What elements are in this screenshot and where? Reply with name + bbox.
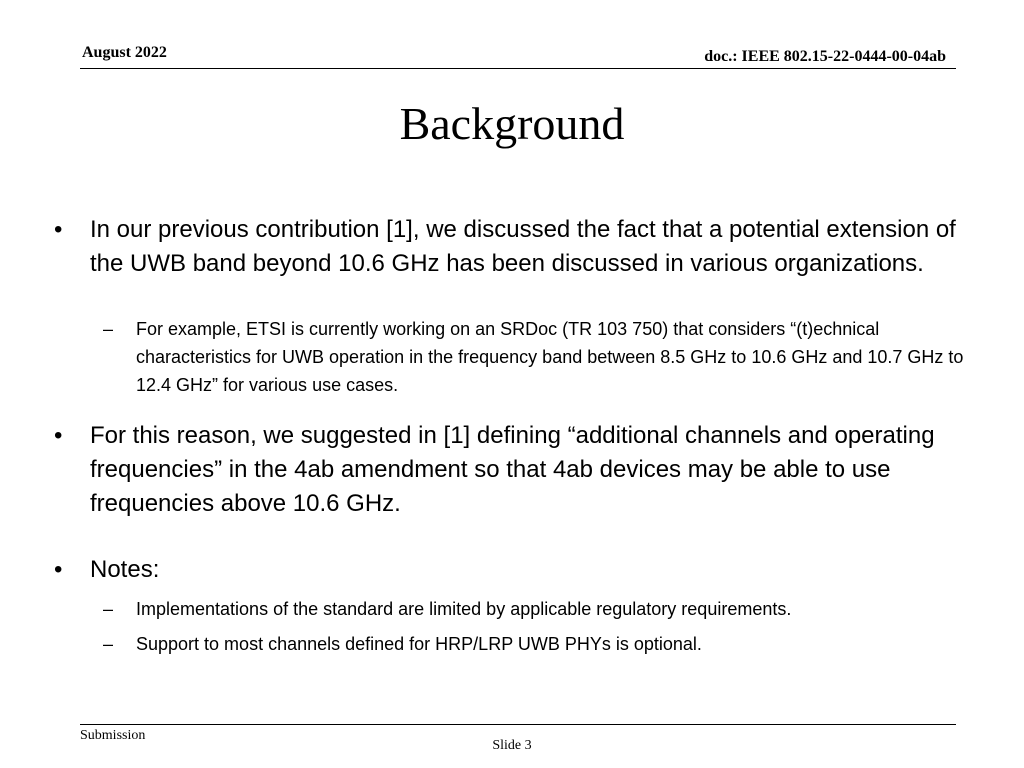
sub-bullet-text: Implementations of the standard are limited by applicable regulatory requirements. <box>136 599 792 619</box>
footer-divider <box>80 724 956 725</box>
bullet-text: Notes: <box>90 556 160 583</box>
bullet-marker: • <box>54 216 63 243</box>
bullet-item <box>54 419 970 521</box>
bullet-text: For this reason, we suggested in [1] defining “additional channels and operating frequencies” in the 4ab amendment so that 4ab devices may be able to use frequencies above 10.6 GHz. <box>90 422 935 517</box>
sub-bullet-marker: – <box>103 634 114 654</box>
header-date: August 2022 <box>82 44 167 61</box>
header-document-id: doc.: IEEE 802.15-22-0444-00-04ab <box>704 48 946 65</box>
sub-bullet-item <box>103 595 972 623</box>
sub-bullet-text: Support to most channels defined for HRP/LRP UWB PHYs is optional. <box>136 634 702 654</box>
bullet-item <box>54 213 970 281</box>
sub-bullet-item <box>103 630 972 658</box>
sub-bullet-item <box>103 315 972 399</box>
slide-title: Background <box>399 98 625 149</box>
sub-bullet-marker: – <box>103 599 114 619</box>
footer-submission: Submission <box>80 728 146 743</box>
bullet-marker: • <box>54 556 63 583</box>
slide-number: Slide 3 <box>492 738 532 753</box>
sub-bullet-text: For example, ETSI is currently working on an SRDoc (TR 103 750) that considers “(t)echnical characteristics for UWB operation in the frequency band between 8.5 GHz to 10.6 GHz and 10.7 GHz to 12.4 GHz” for various use cases. <box>136 319 964 395</box>
bullet-text: In our previous contribution [1], we discussed the fact that a potential extension of the UWB band beyond 10.6 GHz has been discussed in various organizations. <box>90 216 956 277</box>
sub-bullet-marker: – <box>103 319 114 339</box>
bullet-item <box>54 553 970 587</box>
bullet-marker: • <box>54 422 63 449</box>
header-divider <box>80 68 956 69</box>
